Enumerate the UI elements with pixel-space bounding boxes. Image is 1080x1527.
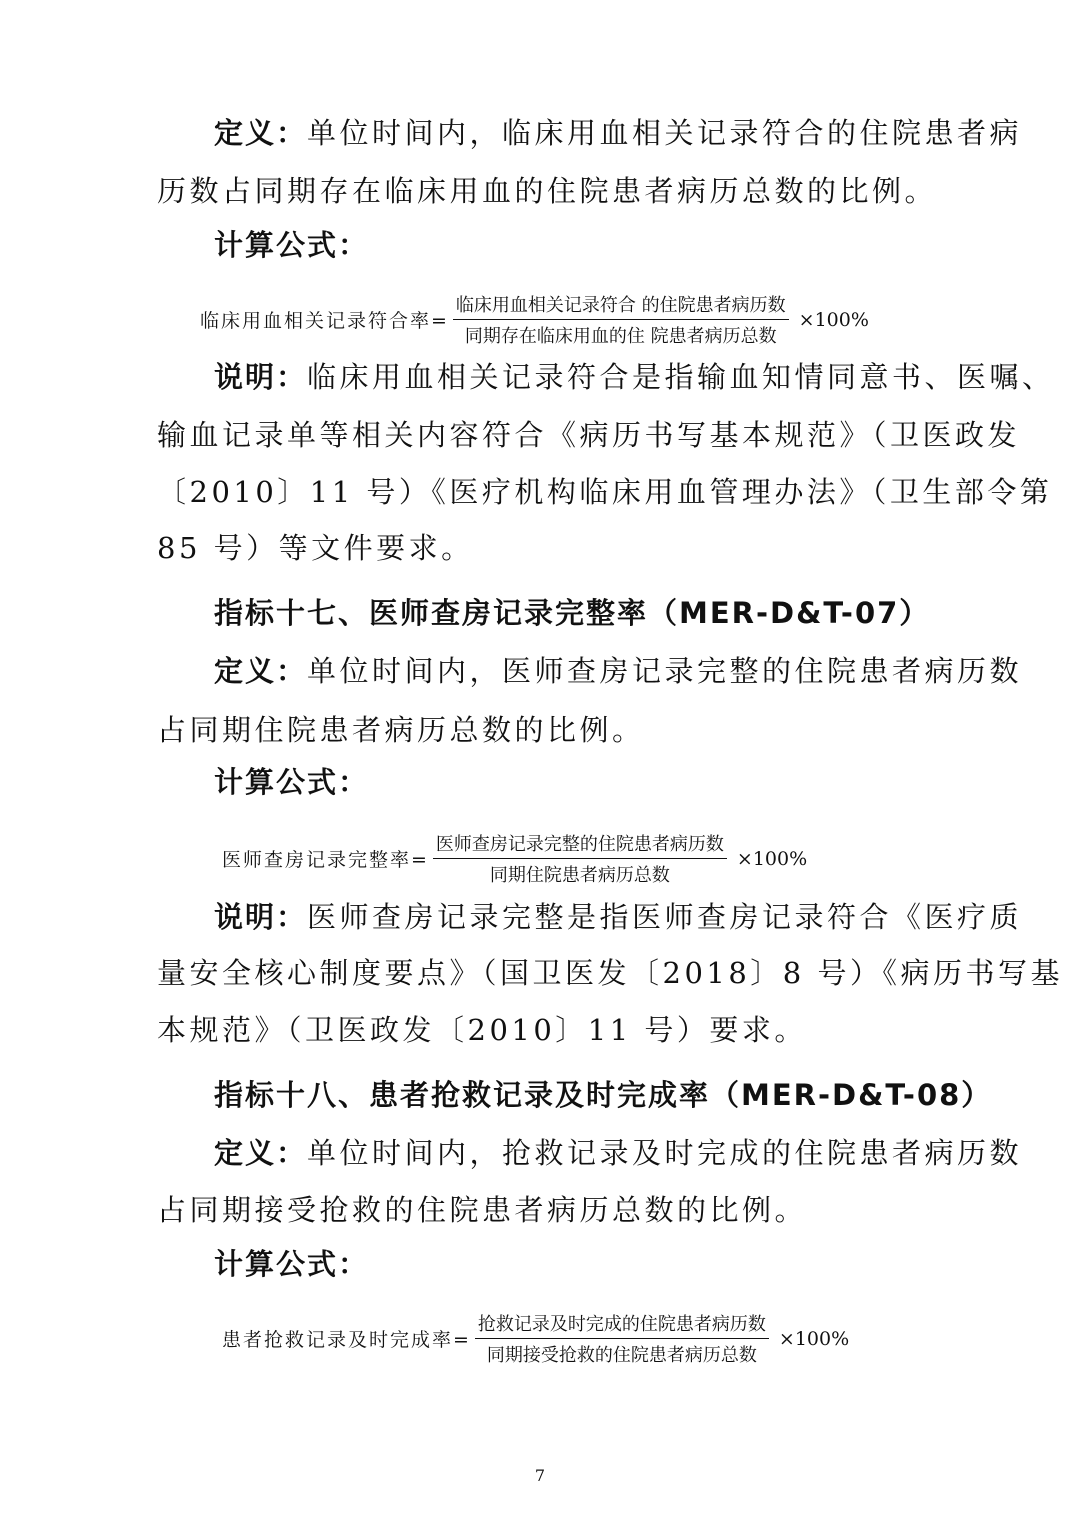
note-text-cont: 〔2010〕11 号）《医疗机构临床用血管理办法》（卫生部令第 — [157, 475, 1053, 509]
note-label: 说明： — [214, 360, 308, 394]
definition-text: 单位时间内，临床用血相关记录符合的住院患者病 — [307, 116, 1023, 150]
formula-multiplier: ×100% — [778, 1327, 850, 1350]
section-heading: 指标十八、患者抢救记录及时完成率（MER-D&T-08） — [214, 1078, 993, 1112]
note-text-cont: 量安全核心制度要点》（国卫医发〔2018〕8 号）《病历书写基 — [157, 956, 1063, 990]
note-text-cont: 输血记录单等相关内容符合《病历书写基本规范》（卫医政发 — [157, 418, 1021, 452]
formula-label: 计算公式： — [214, 1247, 370, 1281]
formula — [222, 830, 807, 887]
formula — [222, 1310, 849, 1367]
page-number: 7 — [534, 1466, 546, 1485]
definition-label: 定义： — [214, 116, 308, 150]
formula-fraction — [475, 1310, 769, 1367]
definition-text-cont: 历数占同期存在临床用血的住院患者病历总数的比例。 — [157, 174, 938, 208]
formula-multiplier: ×100% — [798, 308, 869, 331]
note-text: 临床用血相关记录符合是指输血知情同意书、医嘱、 — [307, 360, 1055, 394]
note-line — [214, 897, 1022, 937]
formula-lhs: 患者抢救记录及时完成率= — [222, 1329, 471, 1351]
note-text-cont: 85 号）等文件要求。 — [157, 531, 474, 565]
definition-text: 单位时间内，抢救记录及时完成的住院患者病历数 — [307, 1136, 1023, 1170]
formula-multiplier: ×100% — [736, 847, 808, 870]
formula-fraction — [433, 830, 727, 887]
formula-lhs: 医师查房记录完整率= — [222, 849, 429, 871]
section-heading: 指标十七、医师查房记录完整率（MER-D&T-07） — [214, 596, 931, 630]
formula-numerator: 临床用血相关记录符合 的住院患者病历数 — [453, 291, 789, 320]
formula-denominator: 同期存在临床用血的住 院患者病历总数 — [464, 326, 777, 347]
formula-fraction — [453, 291, 789, 348]
definition-line — [214, 113, 1022, 153]
formula-numerator: 医师查房记录完整的住院患者病历数 — [433, 830, 727, 859]
note-line — [214, 357, 1055, 397]
definition-text-cont: 占同期住院患者病历总数的比例。 — [157, 713, 645, 747]
definition-label: 定义： — [214, 1136, 308, 1170]
formula-label: 计算公式： — [214, 228, 370, 262]
note-label: 说明： — [214, 900, 308, 934]
formula — [200, 291, 869, 348]
definition-label: 定义： — [214, 654, 308, 688]
definition-line — [214, 651, 1022, 691]
definition-text: 单位时间内，医师查房记录完整的住院患者病历数 — [307, 654, 1023, 688]
note-text-cont: 本规范》（卫医政发〔2010〕11 号）要求。 — [157, 1013, 807, 1047]
definition-text-cont: 占同期接受抢救的住院患者病历总数的比例。 — [157, 1193, 808, 1227]
formula-denominator: 同期住院患者病历总数 — [489, 865, 670, 886]
formula-denominator: 同期接受抢救的住院患者病历总数 — [486, 1345, 757, 1366]
definition-line — [214, 1133, 1022, 1173]
formula-lhs: 临床用血相关记录符合率= — [200, 310, 449, 332]
note-text: 医师查房记录完整是指医师查房记录符合《医疗质 — [307, 900, 1023, 934]
formula-label: 计算公式： — [214, 765, 370, 799]
formula-numerator: 抢救记录及时完成的住院患者病历数 — [475, 1310, 769, 1339]
